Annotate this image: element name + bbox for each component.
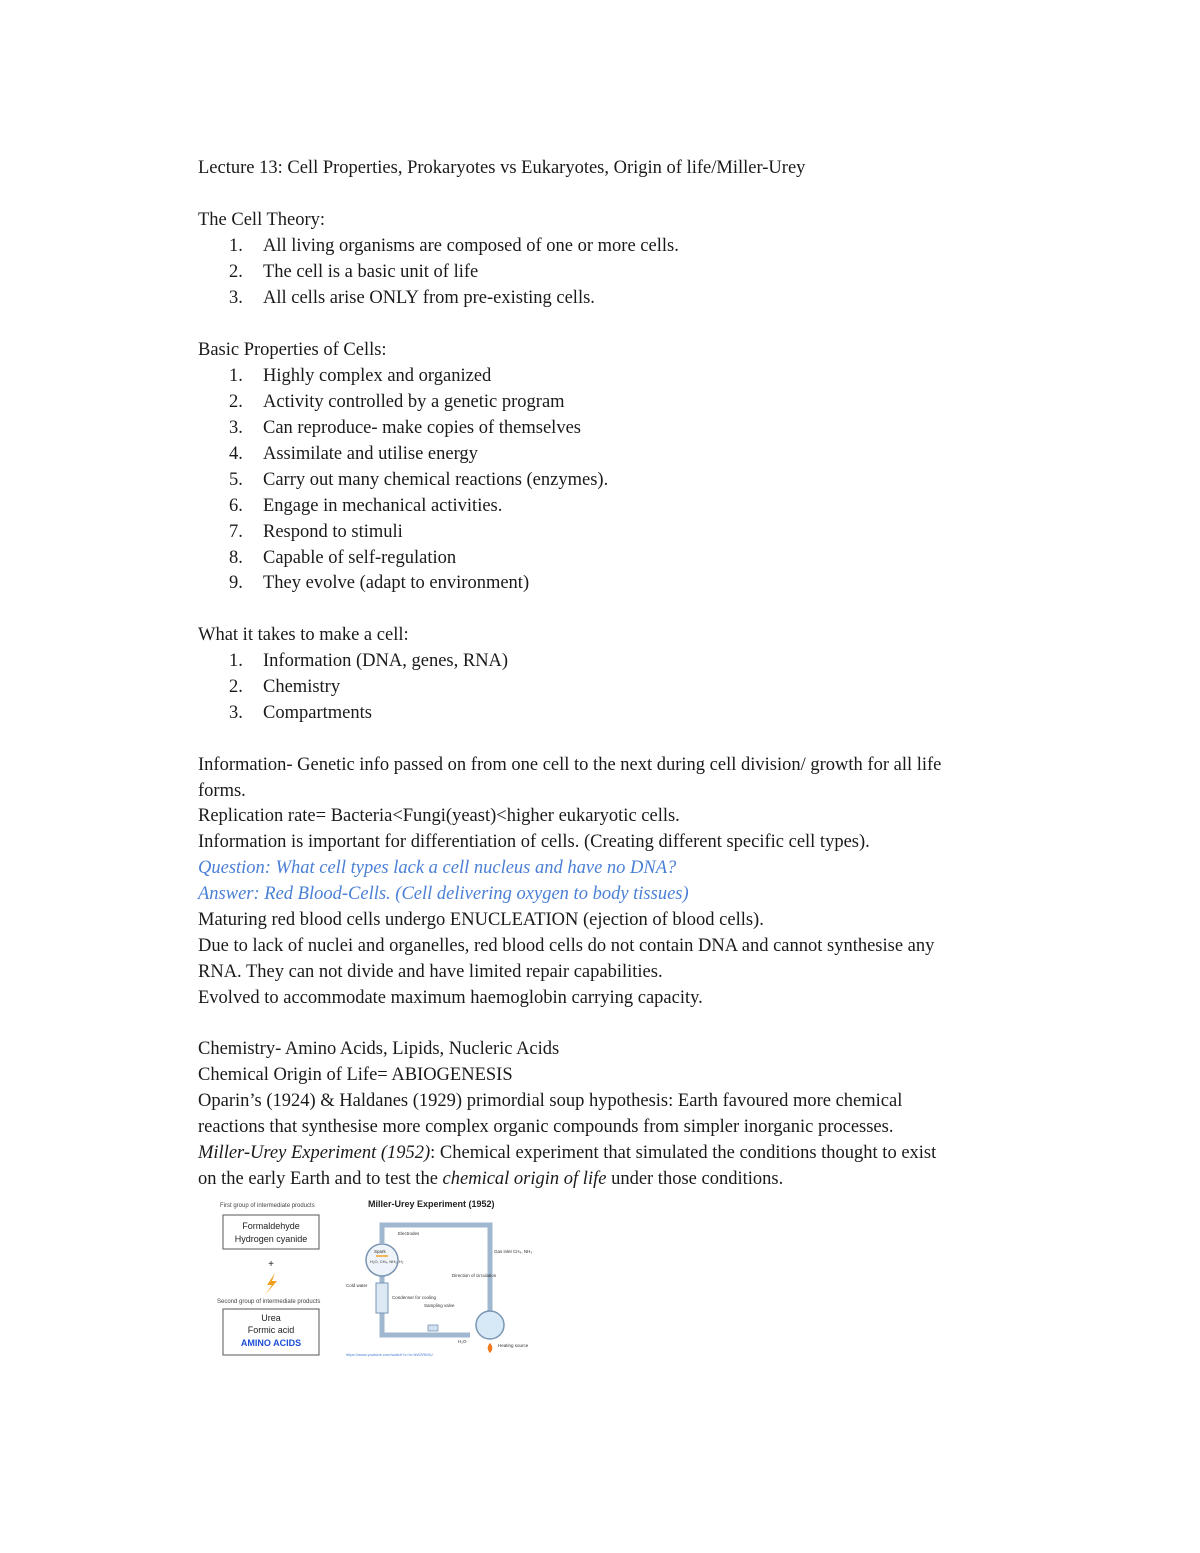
list-number: 3. — [229, 418, 243, 438]
figure-caption: First group of intermediate products — [220, 1203, 315, 1209]
list-number: 2. — [229, 677, 243, 697]
paragraph: RNA. They can not divide and have limited repair capabilities. — [198, 962, 663, 982]
direction-label: Direction of circulation — [452, 1273, 497, 1278]
heating-label: Heating source — [498, 1343, 529, 1348]
box-text: Urea — [261, 1313, 281, 1323]
figure-caption: Second group of intermediate products — [217, 1299, 321, 1305]
box-text: Formic acid — [247, 1325, 295, 1335]
list-number: 6. — [229, 496, 243, 516]
lightning-icon — [265, 1273, 277, 1295]
list-item: Highly complex and organized — [263, 366, 492, 386]
water-label: H₂O — [458, 1339, 467, 1344]
list-number: 1. — [229, 366, 243, 386]
answer-text: Answer: Red Blood-Cells. (Cell delivering oxygen to body tissues) — [198, 884, 689, 904]
cell-theory-heading: The Cell Theory: — [198, 210, 326, 230]
list-number: 2. — [229, 392, 243, 412]
basic-properties-heading: Basic Properties of Cells: — [198, 340, 387, 360]
miller-urey-apparatus-figure — [340, 1195, 533, 1360]
text-run: on the early Earth and to test the — [198, 1169, 443, 1189]
figure-title: Miller-Urey Experiment (1952) — [368, 1199, 495, 1209]
list-item: Capable of self-regulation — [263, 548, 457, 568]
plus-sign: + — [268, 1259, 274, 1270]
box-text: Hydrogen cyanide — [234, 1234, 308, 1244]
list-number: 2. — [229, 262, 243, 282]
condenser-label: Condenser for cooling — [392, 1295, 437, 1300]
intermediate-products-figure — [215, 1195, 335, 1365]
sampling-label: Sampling valve — [424, 1303, 455, 1308]
paragraph: Chemical Origin of Life= ABIOGENESIS — [198, 1065, 513, 1085]
list-item: All cells arise ONLY from pre-existing cells. — [263, 288, 595, 308]
list-item: Can reproduce- make copies of themselves — [263, 418, 581, 438]
gas-inlet-label: Gas inlet CH₄, NH₃ — [494, 1249, 533, 1254]
italic-term: chemical origin of life — [442, 1169, 607, 1189]
paragraph: Information is important for differentiation of cells. (Creating different specific cell types). — [198, 832, 870, 852]
tubing-top — [382, 1225, 490, 1315]
italic-term: Miller-Urey Experiment (1952) — [198, 1143, 431, 1163]
list-item: Chemistry — [263, 677, 341, 697]
paragraph: Oparin’s (1924) & Haldanes (1929) primordial soup hypothesis: Earth favoured more chemical — [198, 1091, 903, 1111]
list-number: 1. — [229, 236, 243, 256]
text-run: under those conditions. — [606, 1169, 784, 1189]
make-a-cell-heading: What it takes to make a cell: — [198, 625, 409, 645]
electrodes-label: Electrodes — [398, 1231, 420, 1236]
list-number: 3. — [229, 288, 243, 308]
gases-label: H₂O, CH₄, NH₃, H₂ — [370, 1259, 404, 1264]
amino-acids-label: AMINO ACIDS — [240, 1338, 302, 1348]
list-number: 3. — [229, 703, 243, 723]
list-number: 5. — [229, 470, 243, 490]
lecture-title: Lecture 13: Cell Properties, Prokaryotes vs Eukaryotes, Origin of life/Miller-Urey — [198, 158, 806, 178]
paragraph: Maturing red blood cells undergo ENUCLEATION (ejection of blood cells). — [198, 910, 764, 930]
paragraph: reactions that synthesise more complex organic compounds from simpler inorganic processes. — [198, 1117, 894, 1137]
cold-water-label: Cold water — [346, 1283, 368, 1288]
list-number: 4. — [229, 444, 243, 464]
text-run: : Chemical experiment that simulated the conditions thought to exist — [430, 1143, 937, 1163]
paragraph: Due to lack of nuclei and organelles, red blood cells do not contain DNA and cannot synthesise any — [198, 936, 935, 956]
list-number: 9. — [229, 573, 243, 593]
paragraph: Evolved to accommodate maximum haemoglobin carrying capacity. — [198, 988, 703, 1008]
paragraph: Chemistry- Amino Acids, Lipids, Nucleric Acids — [198, 1039, 560, 1059]
list-item: Respond to stimuli — [263, 522, 403, 542]
list-item: Activity controlled by a genetic program — [263, 392, 565, 412]
source-url: https://www.youtube.com/watch?v=hr-NW2RtI9U — [346, 1352, 433, 1357]
list-number: 1. — [229, 651, 243, 671]
box-text: Formaldehyde — [242, 1221, 300, 1231]
condenser — [376, 1283, 388, 1313]
list-item: Engage in mechanical activities. — [263, 496, 503, 516]
paragraph — [198, 1140, 936, 1166]
question-text: Question: What cell types lack a cell nucleus and have no DNA? — [198, 858, 677, 878]
list-item: Carry out many chemical reactions (enzymes). — [263, 470, 609, 490]
list-number: 8. — [229, 548, 243, 568]
paragraph: Replication rate= Bacteria<Fungi(yeast)<higher eukaryotic cells. — [198, 806, 680, 826]
list-item: All living organisms are composed of one or more cells. — [263, 236, 679, 256]
sampling-valve — [428, 1325, 438, 1331]
list-item: Compartments — [263, 703, 372, 723]
paragraph — [198, 1166, 783, 1192]
list-item: The cell is a basic unit of life — [263, 262, 479, 282]
list-number: 7. — [229, 522, 243, 542]
paragraph: Information- Genetic info passed on from one cell to the next during cell division/ growth for all life — [198, 755, 942, 775]
spark-label: Spark — [374, 1249, 386, 1254]
list-item: Information (DNA, genes, RNA) — [263, 651, 509, 671]
paragraph: forms. — [198, 781, 246, 801]
list-item: They evolve (adapt to environment) — [263, 573, 530, 593]
list-item: Assimilate and utilise energy — [263, 444, 478, 464]
flame-icon — [488, 1343, 493, 1353]
boiling-flask — [476, 1311, 504, 1339]
